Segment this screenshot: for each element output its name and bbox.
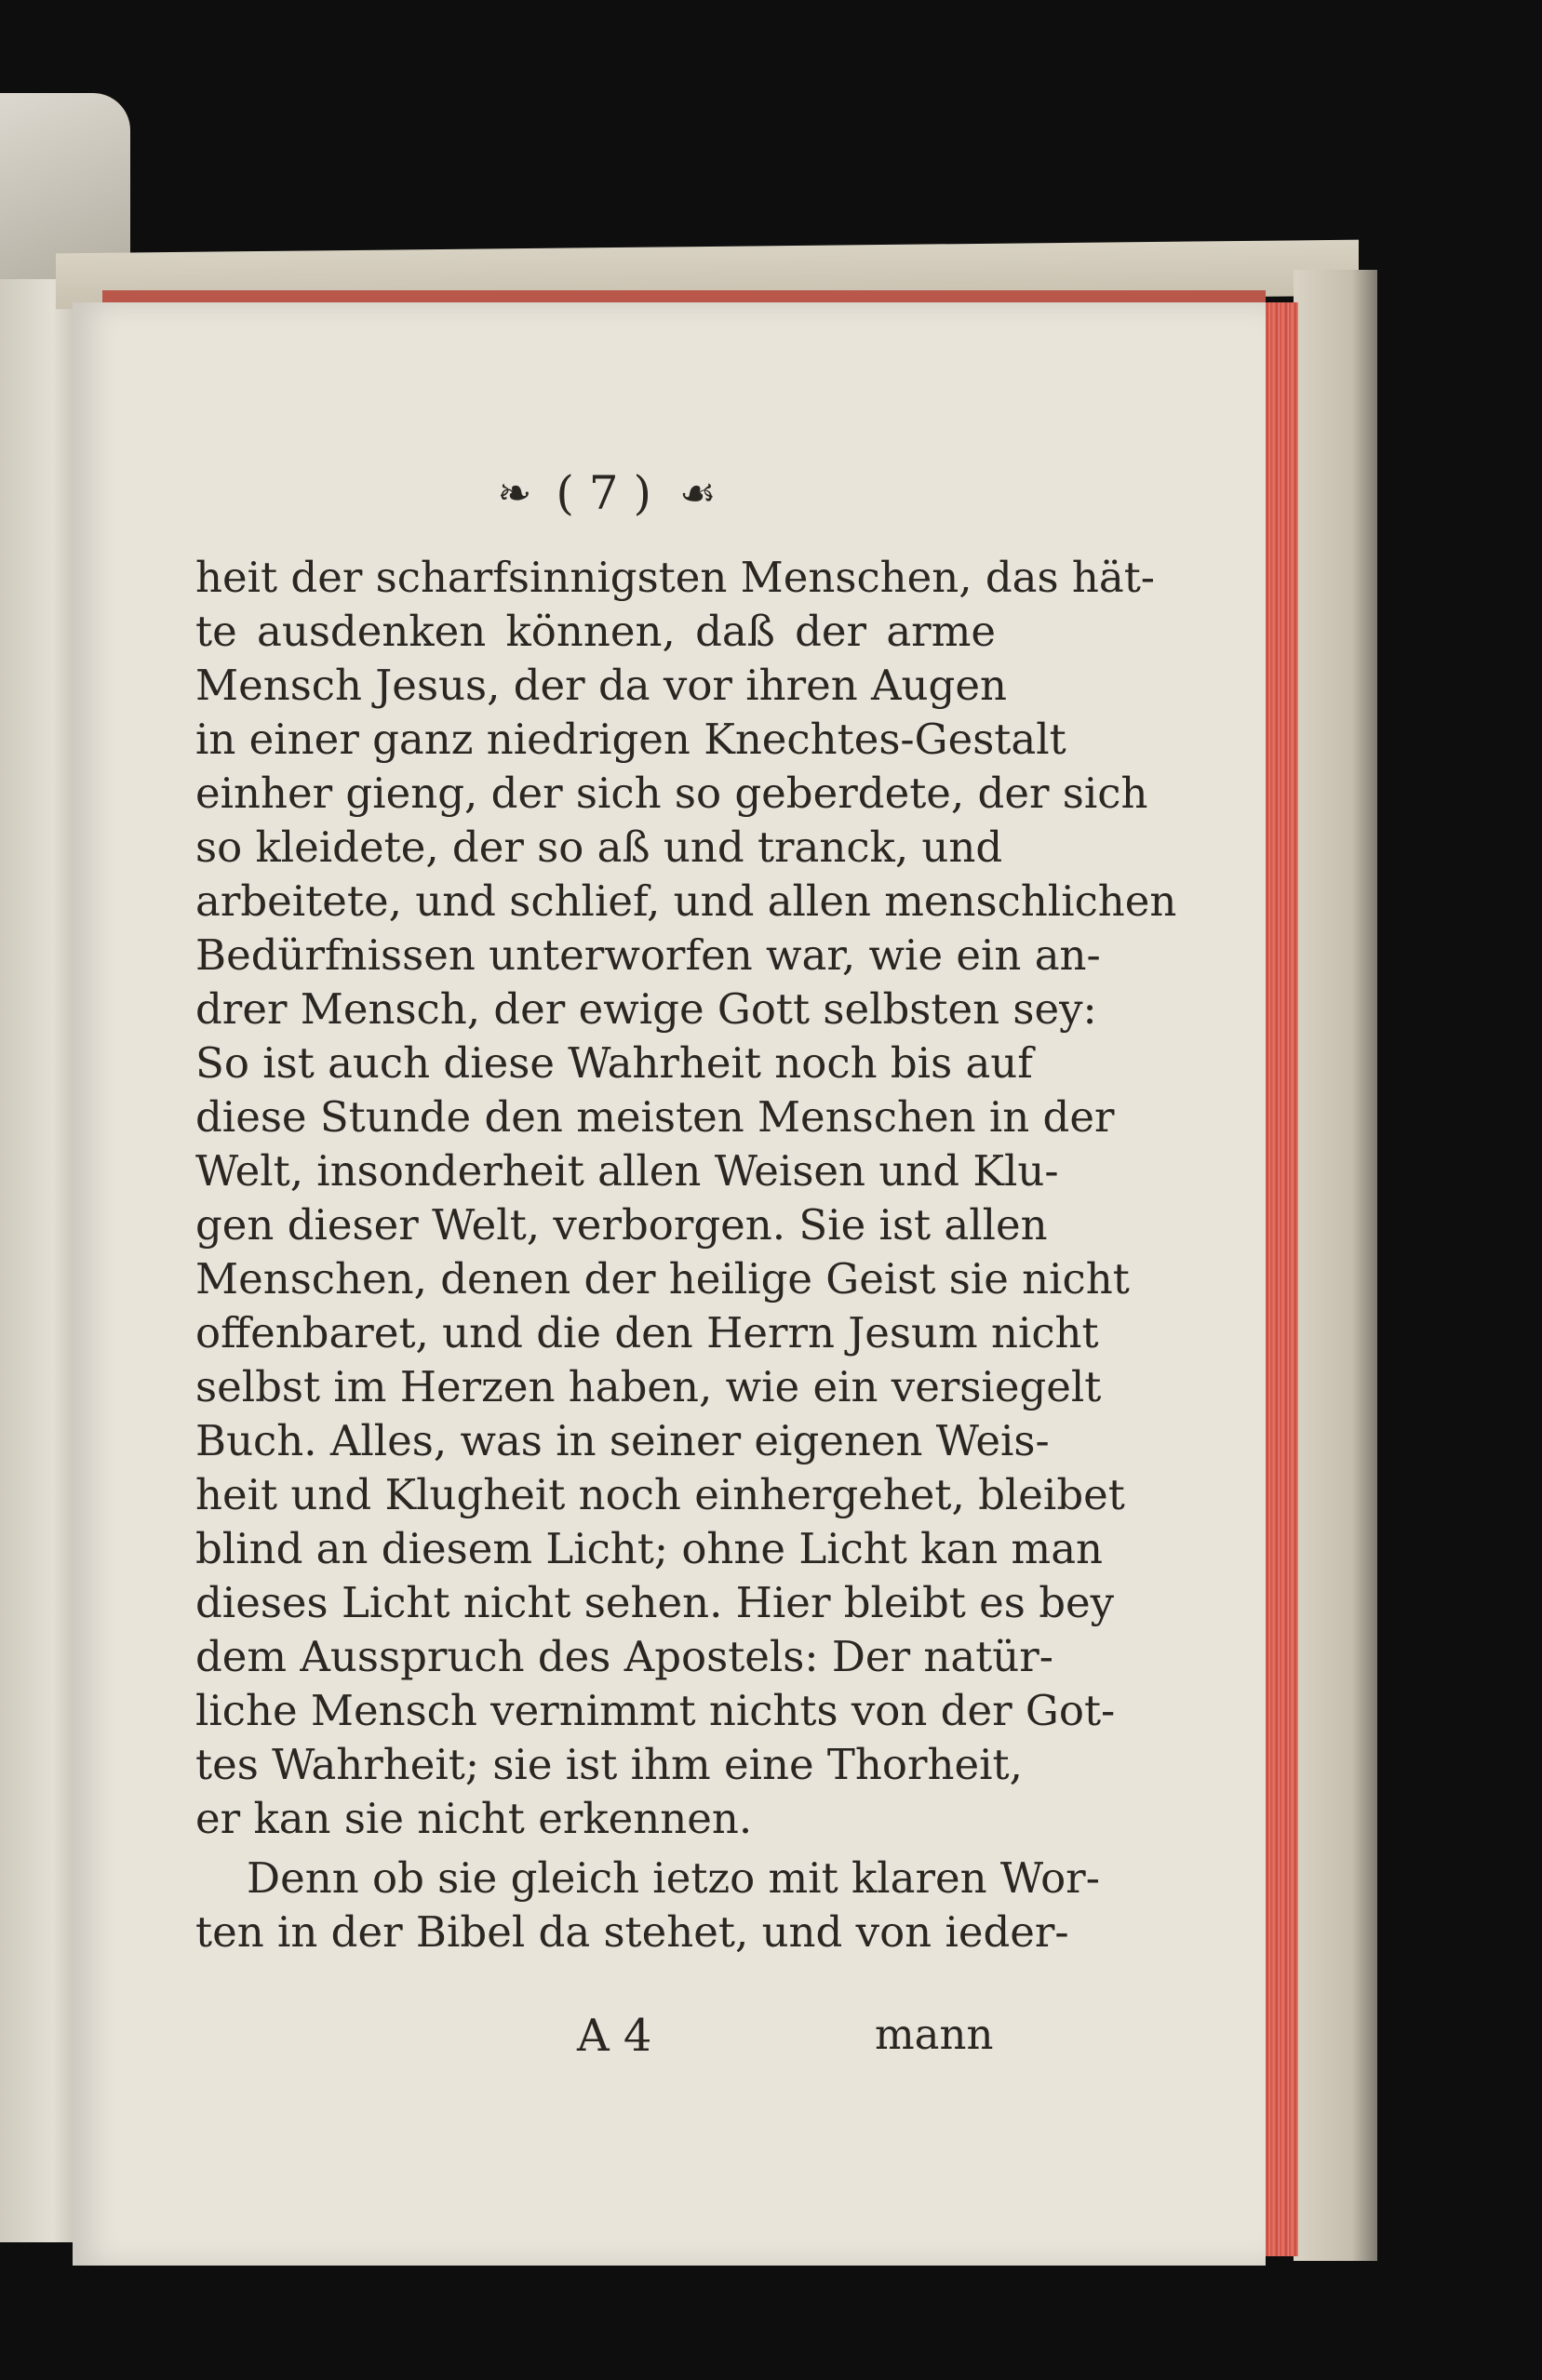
text-line: heit der scharfsinnigsten Menschen, das hät- bbox=[195, 553, 1155, 602]
text-line: Welt, insonderheit allen Weisen und Klu- bbox=[195, 1146, 1059, 1196]
text-line: diese Stunde den meisten Menschen in der bbox=[195, 1092, 1115, 1142]
text-line: te ausdenken können, daß der arme bbox=[195, 607, 996, 656]
text-line: Menschen, denen der heilige Geist sie nicht bbox=[195, 1254, 1130, 1304]
text-line: blind an diesem Licht; ohne Licht kan man bbox=[195, 1524, 1104, 1573]
text-line: offenbaret, und die den Herrn Jesum nicht bbox=[195, 1308, 1099, 1357]
header-ornament-right-icon: ☙ bbox=[679, 469, 713, 517]
text-line: er kan sie nicht erkennen. bbox=[195, 1794, 753, 1843]
text-line: Mensch Jesus, der da vor ihren Augen bbox=[195, 661, 1007, 710]
text-line: tes Wahrheit; sie ist ihm eine Thorheit, bbox=[195, 1740, 1023, 1789]
signature-mark: A 4 bbox=[577, 2010, 652, 2062]
text-line: liche Mensch vernimmt nichts von der Got- bbox=[195, 1686, 1116, 1735]
text-line: heit und Klugheit noch einhergehet, bleibet bbox=[195, 1470, 1125, 1519]
text-line: selbst im Herzen haben, wie ein versiegelt bbox=[195, 1362, 1102, 1411]
page-header bbox=[437, 456, 772, 530]
text-line: So ist auch diese Wahrheit noch bis auf bbox=[195, 1038, 1033, 1088]
text-line: ten in der Bibel da stehet, und von ieder- bbox=[195, 1907, 1069, 1957]
text-line: Denn ob sie gleich ietzo mit klaren Wor- bbox=[247, 1853, 1100, 1903]
book-fore-edge bbox=[1294, 270, 1377, 2261]
text-line: so kleidete, der so aß und tranck, und bbox=[195, 822, 1003, 872]
text-line: Bedürfnissen unterworfen war, wie ein an- bbox=[195, 930, 1101, 980]
catchword: mann bbox=[875, 2010, 994, 2059]
text-line: dem Ausspruch des Apostels: Der natür- bbox=[195, 1632, 1053, 1681]
text-line: in einer ganz niedrigen Knechtes-Gestalt bbox=[195, 715, 1066, 764]
header-ornament-left-icon: ❧ bbox=[497, 469, 529, 517]
page-number: ( 7 ) bbox=[556, 466, 652, 520]
text-line: gen dieser Welt, verborgen. Sie ist allen bbox=[195, 1200, 1048, 1250]
text-line: dieses Licht nicht sehen. Hier bleibt es bey bbox=[195, 1578, 1115, 1627]
text-line: einher gieng, der sich so geberdete, der sich bbox=[195, 769, 1148, 818]
text-line: arbeitete, und schlief, und allen menschlichen bbox=[195, 876, 1177, 926]
text-line: drer Mensch, der ewige Gott selbsten sey: bbox=[195, 984, 1097, 1034]
text-line: Buch. Alles, was in seiner eigenen Weis- bbox=[195, 1416, 1050, 1465]
